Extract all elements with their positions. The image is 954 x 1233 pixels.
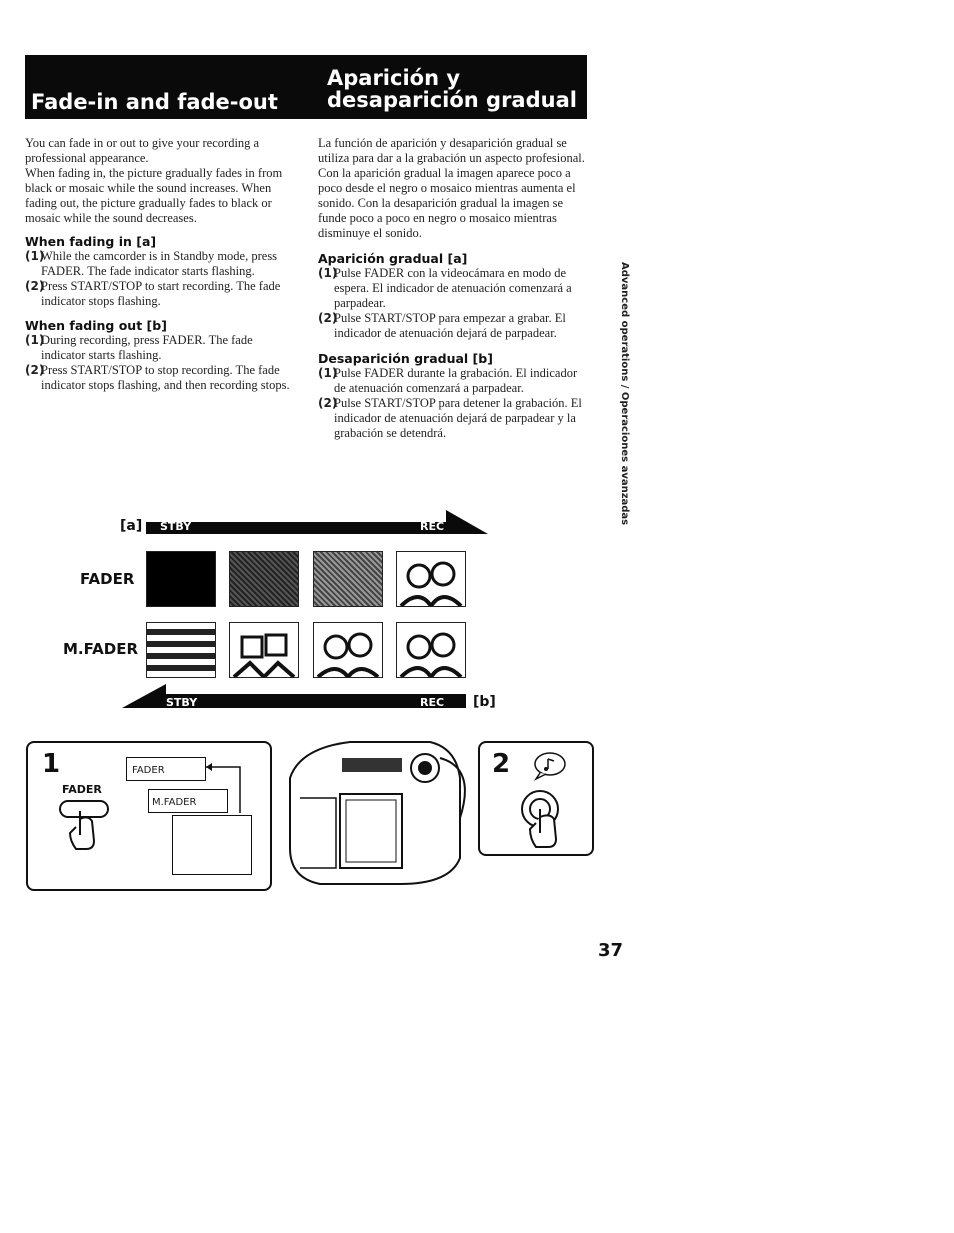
step2-box: [478, 741, 594, 856]
english-column: [25, 136, 290, 393]
fade-out-heading: When fading out [b]: [25, 318, 167, 333]
step-text: Pulse FADER durante la grabación. El indicador de atenuación comenzará a parpadear.: [334, 366, 578, 395]
mfader-frame-coarse: [146, 622, 216, 678]
step-text: Press START/STOP to stop recording. The fade indicator stops flashing, and then recording stops.: [41, 363, 290, 392]
fader-display-text: FADER: [132, 765, 165, 776]
fade-in-heading: Aparición gradual [a]: [318, 251, 468, 266]
mfader-row-label: M.FADER: [63, 640, 139, 658]
fader-frame-dark: [229, 551, 299, 607]
cycle-arrow-icon: [204, 757, 244, 817]
fader-frame-black: [146, 551, 216, 607]
title-spanish-line2: desaparición gradual: [327, 88, 577, 112]
step-item: [25, 363, 290, 393]
portrait-illustration: [397, 623, 465, 677]
blank-display-frame: [172, 815, 252, 875]
step-text: While the camcorder is in Standby mode, press FADER. The fade indicator starts flashing.: [41, 249, 278, 278]
step1-box: [26, 741, 272, 891]
speech-bubble-icon: [532, 751, 568, 781]
rec-label: REC: [420, 696, 445, 709]
stby-label: STBY: [166, 696, 198, 709]
fade-in-marker: [a]: [120, 518, 143, 534]
mfader-frame-clear: [396, 622, 466, 678]
intro-paragraph: Con la aparición gradual la imagen aparece poco a poco desde el negro o mosaico mientras aumenta el sonido. Con la desaparición gradual la imagen se funde poco a poco en negro o mosaico mientras disminuye el sonido.: [318, 166, 576, 240]
title-spanish-line1: Aparición y: [327, 66, 461, 90]
fade-in-heading: When fading in [a]: [25, 234, 157, 249]
step-text: During recording, press FADER. The fade indicator starts flashing.: [41, 333, 253, 362]
portrait-illustration: [230, 623, 298, 677]
step-number: (1): [318, 266, 338, 280]
step-item: [318, 396, 590, 441]
step-item: [25, 279, 290, 309]
fader-button-press-icon: [58, 797, 112, 853]
stby-label: STBY: [160, 520, 192, 533]
step-number: (1): [318, 366, 338, 380]
step1-number: 1: [42, 749, 61, 779]
fader-frame-clear: [396, 551, 466, 607]
step-item: [25, 333, 290, 363]
page-number: 37: [598, 940, 624, 961]
step-text: Pulse FADER con la videocámara en modo de espera. El indicador de atenuación comenzará a parpadear.: [334, 266, 572, 310]
fader-row-label: FADER: [80, 570, 135, 588]
step-number: (1): [25, 249, 45, 263]
intro-paragraph: La función de aparición y desaparición gradual se utiliza para dar a la grabación un aspecto profesional.: [318, 136, 585, 165]
mfader-frame-fine: [313, 622, 383, 678]
camcorder-illustration: [280, 738, 485, 888]
step-number: (2): [318, 396, 338, 410]
step2-number: 2: [492, 749, 511, 779]
step-number: (2): [25, 363, 45, 377]
spanish-column: [318, 136, 590, 441]
step-item: [25, 249, 290, 279]
step-number: (2): [25, 279, 45, 293]
section-side-label: Advanced operations / Operaciones avanzadas: [619, 262, 630, 526]
intro-paragraph: When fading in, the picture gradually fades in from black or mosaic while the sound increases. When fading out, the picture gradually fades to black or mosaic while the sound decreases.: [25, 166, 283, 225]
intro-paragraph: You can fade in or out to give your recording a professional appearance.: [25, 136, 260, 165]
start-stop-button-icon: [510, 783, 576, 849]
rec-label: REC: [420, 520, 445, 533]
step-item: [318, 311, 590, 341]
fader-frame-medium: [313, 551, 383, 607]
step-item: [318, 266, 590, 311]
step-number: (2): [318, 311, 338, 325]
title-english: Fade-in and fade-out: [31, 90, 278, 114]
portrait-illustration: [397, 552, 465, 606]
fade-out-marker: [b]: [473, 694, 496, 710]
title-banner: [25, 55, 587, 119]
mfader-display-text: M.FADER: [152, 797, 197, 808]
step-number: (1): [25, 333, 45, 347]
mfader-frame-medium: [229, 622, 299, 678]
step-text: Pulse START/STOP para empezar a grabar. El indicador de atenuación dejará de parpadear.: [334, 311, 566, 340]
fader-button-label: FADER: [62, 783, 102, 796]
step-text: Press START/STOP to start recording. The fade indicator stops flashing.: [41, 279, 281, 308]
fade-out-heading: Desaparición gradual [b]: [318, 351, 493, 366]
step-text: Pulse START/STOP para detener la grabación. El indicador de atenuación dejará de parpadear y la grabación se detendrá.: [334, 396, 582, 440]
portrait-illustration: [314, 623, 382, 677]
step-item: [318, 366, 590, 396]
